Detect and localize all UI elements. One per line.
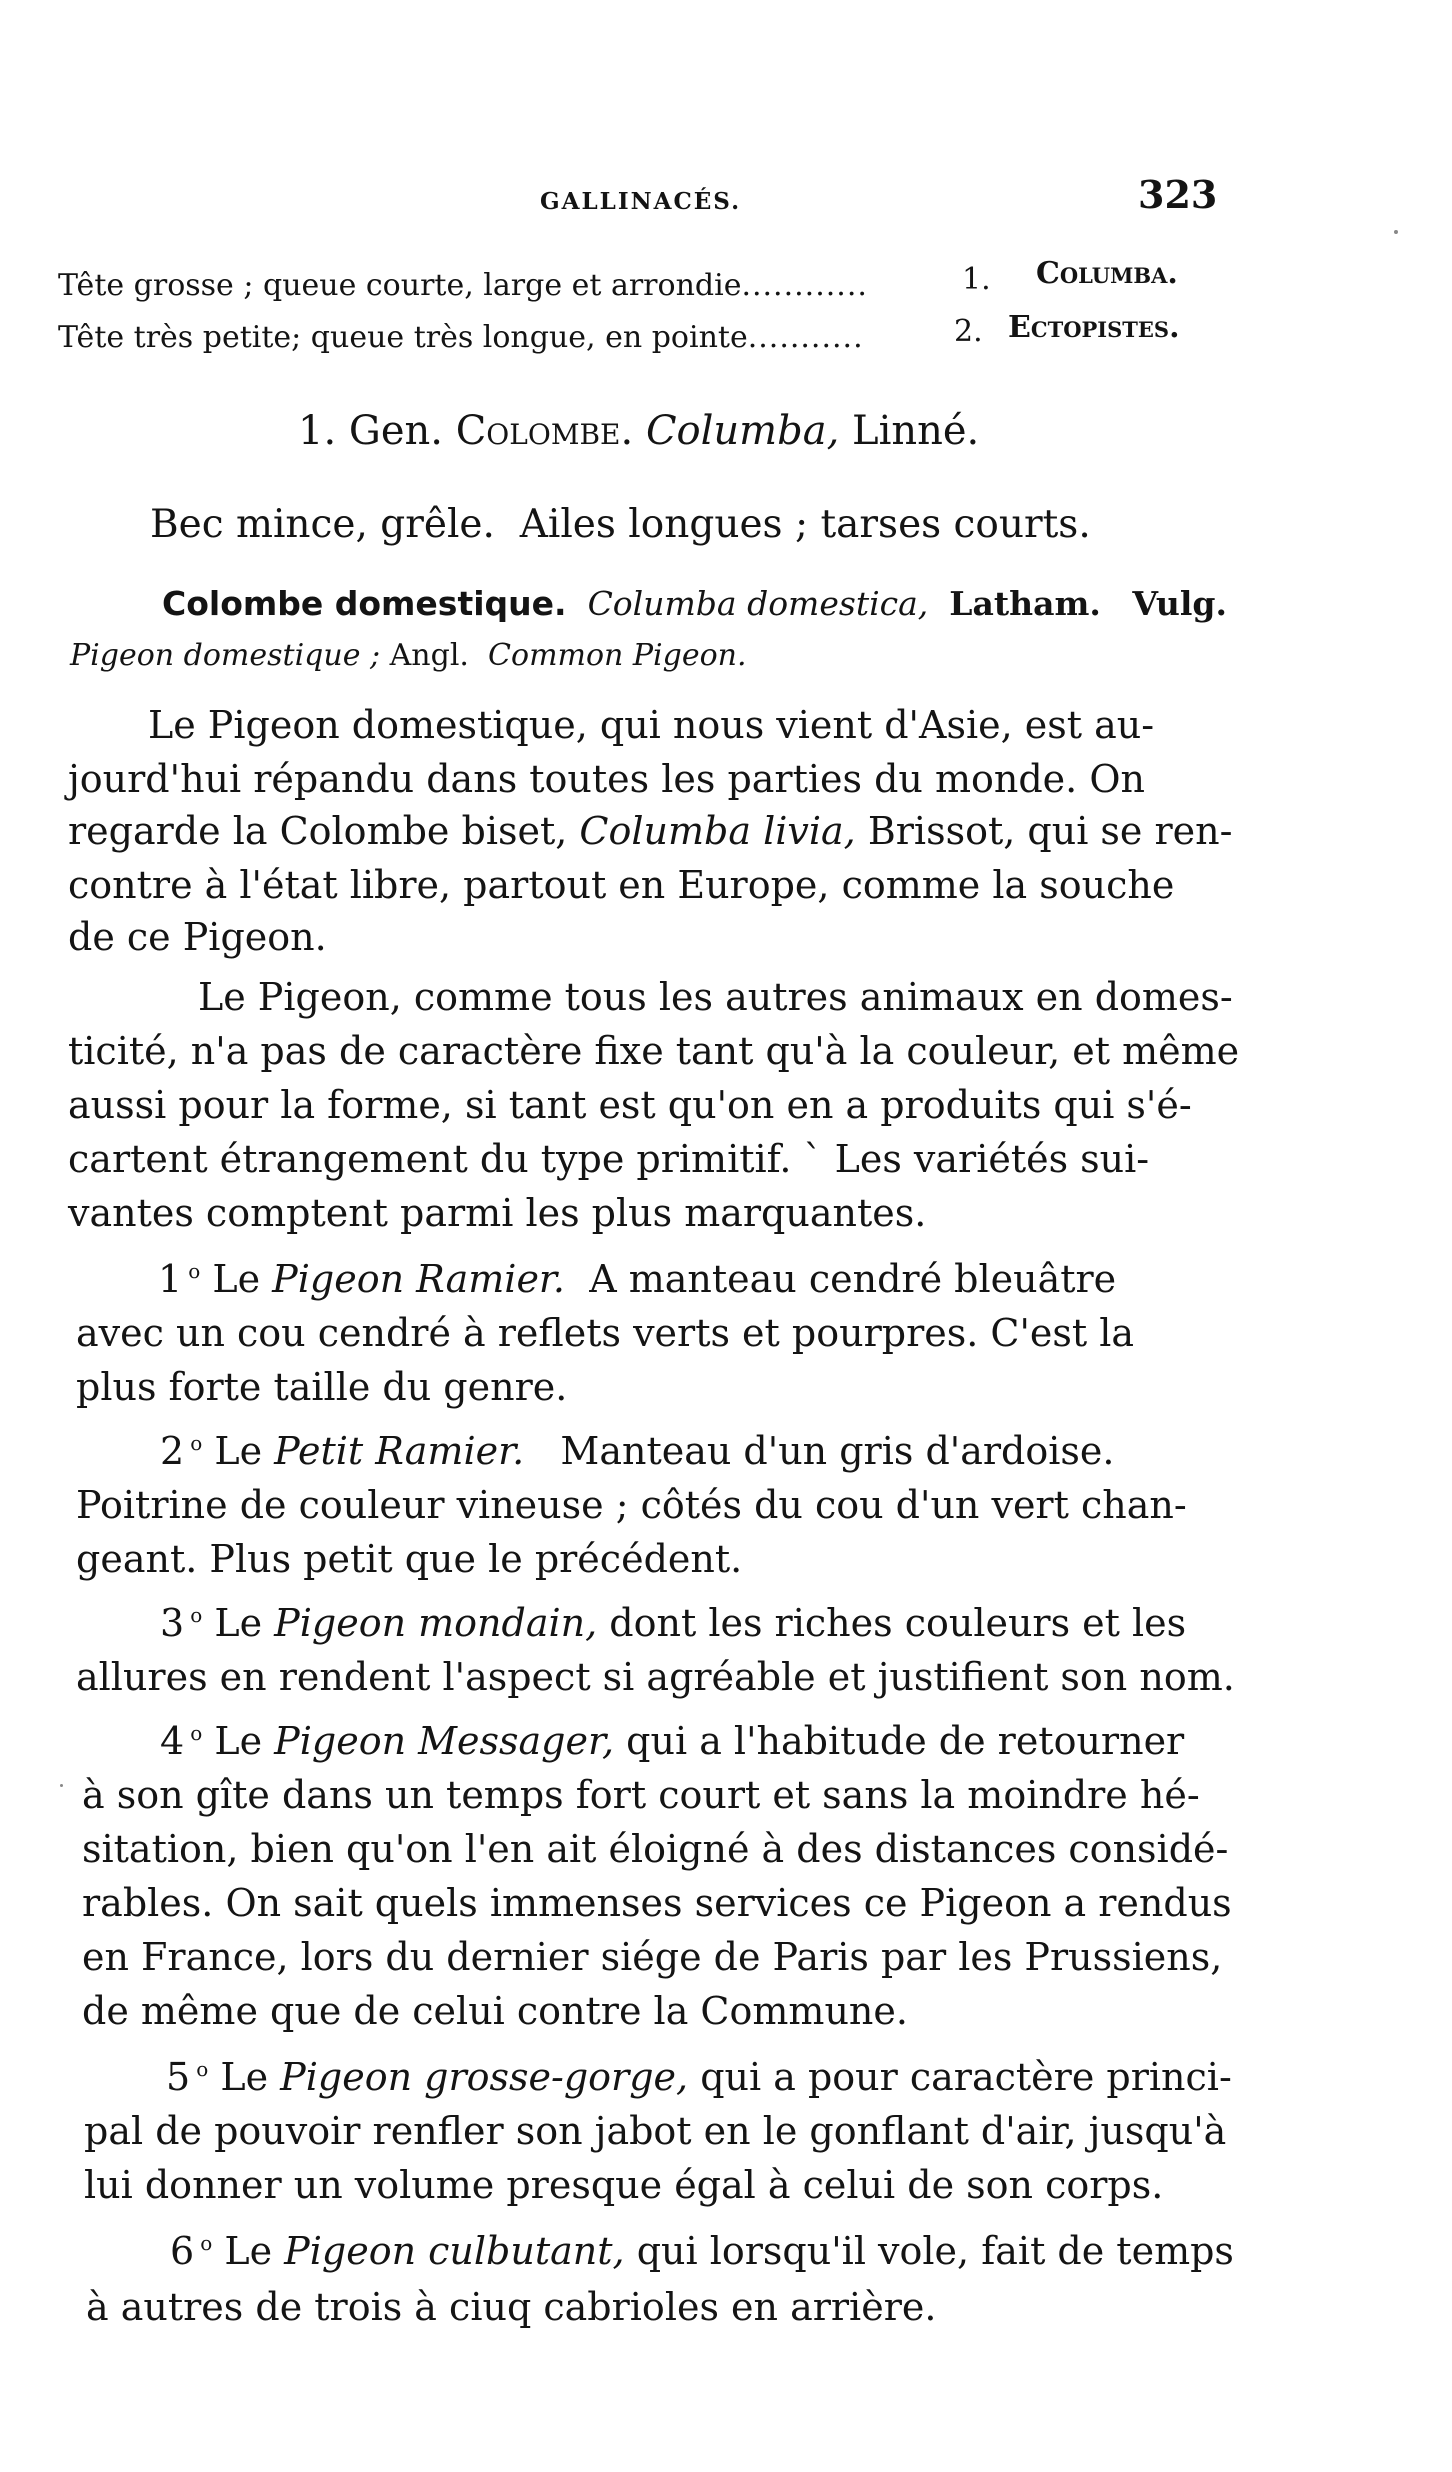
key-line-2	[58, 320, 864, 355]
p1-text: Brissot, qui se ren-	[867, 809, 1233, 853]
variety-4-line-2: à son gîte dans un temps fort court et sans la moindre hé-	[82, 1773, 1200, 1817]
key-genus: Columba.	[1036, 256, 1178, 291]
key-genus-1	[1036, 256, 1178, 291]
variety-1-first-line	[158, 1257, 1117, 1301]
variety-2-first-line	[160, 1429, 1115, 1473]
variety-3-line-2: allures en rendent l'aspect si agréable et justifient son nom.	[76, 1655, 1235, 1699]
species-heading	[162, 584, 1227, 623]
degree-mark: o	[188, 1259, 201, 1284]
p1-latin: Columba livia,	[579, 809, 856, 853]
degree-mark: o	[190, 1431, 203, 1456]
variety-5-first-line	[166, 2055, 1232, 2099]
genus-author: Linné.	[852, 408, 980, 454]
variety-2-line-2: Poitrine de couleur vineuse ; côtés du cou d'un vert chan-	[76, 1483, 1187, 1527]
key-number-2	[954, 314, 983, 349]
variety-number: 5	[166, 2055, 191, 2099]
variety-text: qui a pour caractère princi-	[700, 2055, 1232, 2099]
variety-text: A manteau cendré bleuâtre	[589, 1257, 1117, 1301]
p2-line-3: aussi pour la forme, si tant est qu'on en a produits qui s'é-	[68, 1083, 1192, 1127]
paper-speck	[60, 1784, 63, 1787]
species-angl: Angl.	[389, 638, 469, 673]
key-text: Tête grosse ; queue courte, large et arrondie	[58, 268, 742, 303]
p1-text: regarde la Colombe biset,	[68, 809, 568, 853]
variety-1-line-2: avec un cou cendré à reflets verts et pourpres. C'est la	[76, 1311, 1135, 1355]
degree-mark: o	[190, 1603, 203, 1628]
key-leader: ...........	[747, 320, 864, 355]
degree-mark: o	[196, 2057, 209, 2082]
variety-5-line-3: lui donner un volume presque égal à celui de son corps.	[84, 2163, 1164, 2207]
variety-4-line-6: de même que de celui contre la Commune.	[82, 1989, 908, 2033]
variety-le: Le	[220, 2055, 269, 2099]
key-number: 2.	[954, 314, 983, 349]
species-name: Colombe domestique.	[162, 584, 567, 623]
variety-6-line-2: à autres de trois à ciuq cabrioles en arrière.	[86, 2285, 937, 2329]
variety-4-line-3: sitation, bien qu'on l'en ait éloigné à des distances considé-	[82, 1827, 1229, 1871]
variety-5-line-2: pal de pouvoir renfler son jabot en le gonflant d'air, jusqu'à	[84, 2109, 1227, 2153]
paper-speck	[1394, 230, 1398, 234]
variety-1-line-3: plus forte taille du genre.	[76, 1365, 568, 1409]
degree-mark: o	[200, 2231, 213, 2256]
variety-number: 3	[160, 1601, 185, 1645]
p1-line-1: Le Pigeon domestique, qui nous vient d'Asie, est au-	[148, 703, 1155, 747]
p1-line-4: contre à l'état libre, partout en Europe, comme la souche	[68, 863, 1175, 907]
variety-text: Manteau d'un gris d'ardoise.	[560, 1429, 1115, 1473]
species-french: Pigeon domestique ;	[70, 638, 381, 673]
variety-name: Petit Ramier.	[274, 1429, 525, 1473]
p1-line-5: de ce Pigeon.	[68, 915, 327, 959]
key-text: Tête très petite; queue très longue, en pointe	[58, 320, 748, 355]
p2-line-5: vantes comptent parmi les plus marquantes.	[68, 1191, 927, 1235]
p2-line-4: cartent étrangement du type primitif. ` Les variétés sui-	[68, 1137, 1150, 1181]
variety-number: 2	[160, 1429, 185, 1473]
key-genus-2	[1008, 310, 1180, 345]
variety-number: 4	[160, 1719, 185, 1763]
variety-number: 1	[158, 1257, 183, 1301]
genus-name: Colombe.	[455, 408, 634, 454]
p2-line-2: ticité, n'a pas de caractère fixe tant qu'à la couleur, et même	[68, 1029, 1240, 1073]
variety-text: qui lorsqu'il vole, fait de temps	[636, 2229, 1234, 2273]
variety-name: Pigeon mondain,	[274, 1601, 598, 1645]
variety-4-first-line	[160, 1719, 1185, 1763]
variety-le: Le	[224, 2229, 273, 2273]
variety-3-first-line	[160, 1601, 1187, 1645]
variety-name: Pigeon culbutant,	[284, 2229, 625, 2273]
variety-le: Le	[214, 1429, 263, 1473]
variety-le: Le	[214, 1719, 263, 1763]
variety-name: Pigeon Messager,	[274, 1719, 615, 1763]
key-leader: ............	[741, 268, 868, 303]
species-author: Latham.	[949, 584, 1101, 623]
variety-le: Le	[212, 1257, 261, 1301]
key-number: 1.	[962, 262, 991, 297]
variety-name: Pigeon grosse-gorge,	[280, 2055, 689, 2099]
species-common-names	[70, 638, 747, 673]
p1-line-2: jourd'hui répandu dans toutes les parties du monde. On	[68, 757, 1145, 801]
genus-heading	[298, 408, 979, 454]
variety-4-line-5: en France, lors du dernier siége de Paris par les Prussiens,	[82, 1935, 1223, 1979]
variety-le: Le	[214, 1601, 263, 1645]
genus-latin: Columba,	[645, 408, 840, 454]
variety-text: dont les riches couleurs et les	[609, 1601, 1187, 1645]
page-number: 323	[1138, 172, 1218, 217]
variety-name: Pigeon Ramier.	[272, 1257, 566, 1301]
variety-2-line-3: geant. Plus petit que le précédent.	[76, 1537, 743, 1581]
variety-4-line-4: rables. On sait quels immenses services ce Pigeon a rendus	[82, 1881, 1232, 1925]
variety-6-first-line	[170, 2229, 1234, 2273]
species-latin: Columba domestica,	[587, 584, 929, 623]
variety-number: 6	[170, 2229, 195, 2273]
species-vulg: Vulg.	[1132, 584, 1227, 623]
p2-line-1: Le Pigeon, comme tous les autres animaux en domes-	[198, 975, 1233, 1019]
key-number-1	[962, 262, 991, 297]
genus-prefix: 1. Gen.	[298, 408, 443, 454]
key-genus: Ectopistes.	[1008, 310, 1180, 345]
degree-mark: o	[190, 1721, 203, 1746]
p1-line-3	[68, 809, 1233, 853]
genus-description: Bec mince, grêle. Ailes longues ; tarses courts.	[150, 502, 1091, 547]
running-head: GALLINACÉS.	[540, 188, 742, 215]
key-line-1	[58, 268, 868, 303]
variety-text: qui a l'habitude de retourner	[626, 1719, 1185, 1763]
species-english: Common Pigeon.	[488, 638, 747, 673]
